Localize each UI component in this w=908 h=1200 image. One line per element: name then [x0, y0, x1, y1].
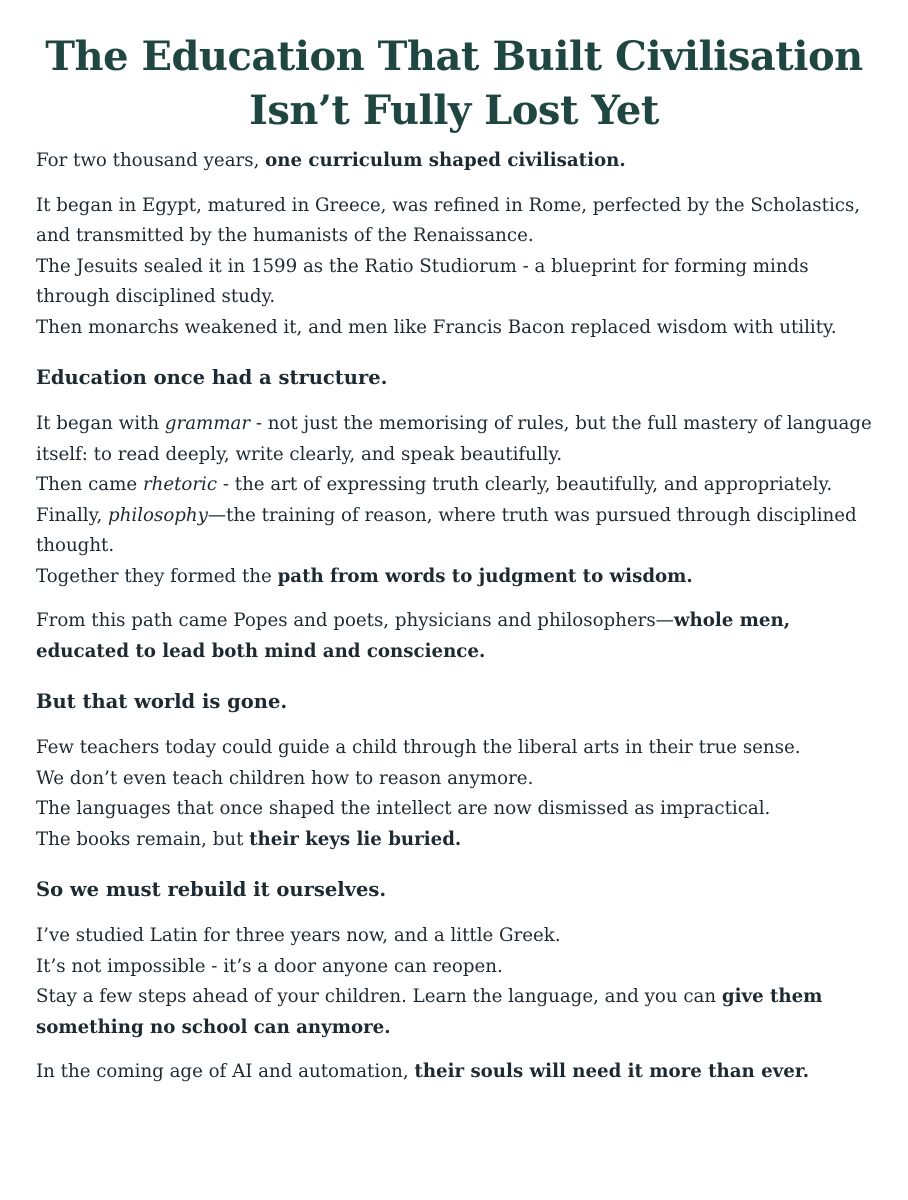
gone-line-2: We don’t even teach children how to reason anymore. — [36, 767, 534, 789]
title-line-1: The Education That Built Civilisation — [45, 33, 863, 80]
rhetoric-post: - the art of expressing truth clearly, beautifully, and appropriately. — [217, 474, 833, 495]
philosophy-post: —the training of reason, where truth was pursued through disciplined thought. — [36, 504, 857, 556]
final-paragraph — [36, 1057, 872, 1088]
section-heading-gone: But that world is gone. — [36, 690, 288, 713]
grammar-pre: It began with — [36, 413, 165, 434]
philosophy-term: philosophy — [108, 504, 208, 526]
gone-line-1: Few teachers today could guide a child through the liberal arts in their true sense. — [36, 737, 801, 758]
section-heading-structure: Education once had a structure. — [36, 366, 388, 389]
philosophy-line — [36, 501, 872, 562]
gone-paragraph — [36, 733, 872, 855]
gone-line-4-bold: their keys lie buried. — [249, 828, 462, 850]
rebuild-line-3 — [36, 982, 872, 1043]
rhetoric-line — [36, 470, 872, 501]
intro-bold: one curriculum shaped civilisation. — [265, 150, 626, 171]
grammar-post: - not just the memorising of rules, but the full mastery of language itself: to read deeply, write clearly, and speak beautifully. — [36, 413, 872, 465]
rebuild-line-2: It’s not impossible - it’s a door anyone can reopen. — [36, 955, 503, 977]
gone-line-4-pre: The books remain, but — [36, 828, 250, 850]
popes-pre: From this path came Popes and poets, physicians and philosophers— — [36, 610, 674, 631]
intro-paragraph — [36, 146, 872, 177]
rhetoric-term: rhetoric — [142, 474, 218, 495]
popes-paragraph — [36, 606, 872, 667]
together-bold: path from words to judgment to wisdom. — [277, 565, 693, 587]
grammar-term: grammar — [164, 413, 251, 434]
popes-bold: whole men, educated to lead both mind and conscience. — [36, 610, 791, 662]
intro-text: For two thousand years, — [36, 150, 266, 171]
final-pre: In the coming age of AI and automation, — [36, 1061, 415, 1082]
section-heading-rebuild: So we must rebuild it ourselves. — [36, 878, 387, 901]
together-pre: Together they formed the — [36, 565, 278, 587]
history-paragraph — [36, 191, 872, 344]
title-line-2: Isn’t Fully Lost Yet — [249, 87, 659, 134]
rebuild-line-1: I’ve studied Latin for three years now, and a little Greek. — [36, 925, 561, 946]
rhetoric-pre: Then came — [36, 474, 143, 495]
page-title — [36, 30, 872, 138]
gone-line-4 — [36, 825, 872, 856]
final-bold: their souls will need it more than ever. — [414, 1061, 810, 1082]
together-line — [36, 562, 872, 593]
structure-paragraph — [36, 409, 872, 592]
philosophy-pre: Finally, — [36, 504, 109, 526]
history-line-3: Then monarchs weakened it, and men like Francis Bacon replaced wisdom with utility. — [36, 316, 837, 338]
rebuild-paragraph — [36, 921, 872, 1043]
gone-line-3: The languages that once shaped the intellect are now dismissed as impractical. — [36, 798, 771, 819]
rebuild-line-3-pre: Stay a few steps ahead of your children. Learn the language, and you can — [36, 986, 722, 1007]
grammar-line — [36, 409, 872, 470]
history-line-1: It began in Egypt, matured in Greece, was refined in Rome, perfected by the Scholastics, and transmitted by the humanists of the Renaissance. — [36, 194, 861, 246]
history-line-2: The Jesuits sealed it in 1599 as the Ratio Studiorum - a blueprint for forming minds through disciplined study. — [36, 255, 809, 307]
rebuild-line-3-bold: give them something no school can anymore. — [36, 986, 823, 1038]
